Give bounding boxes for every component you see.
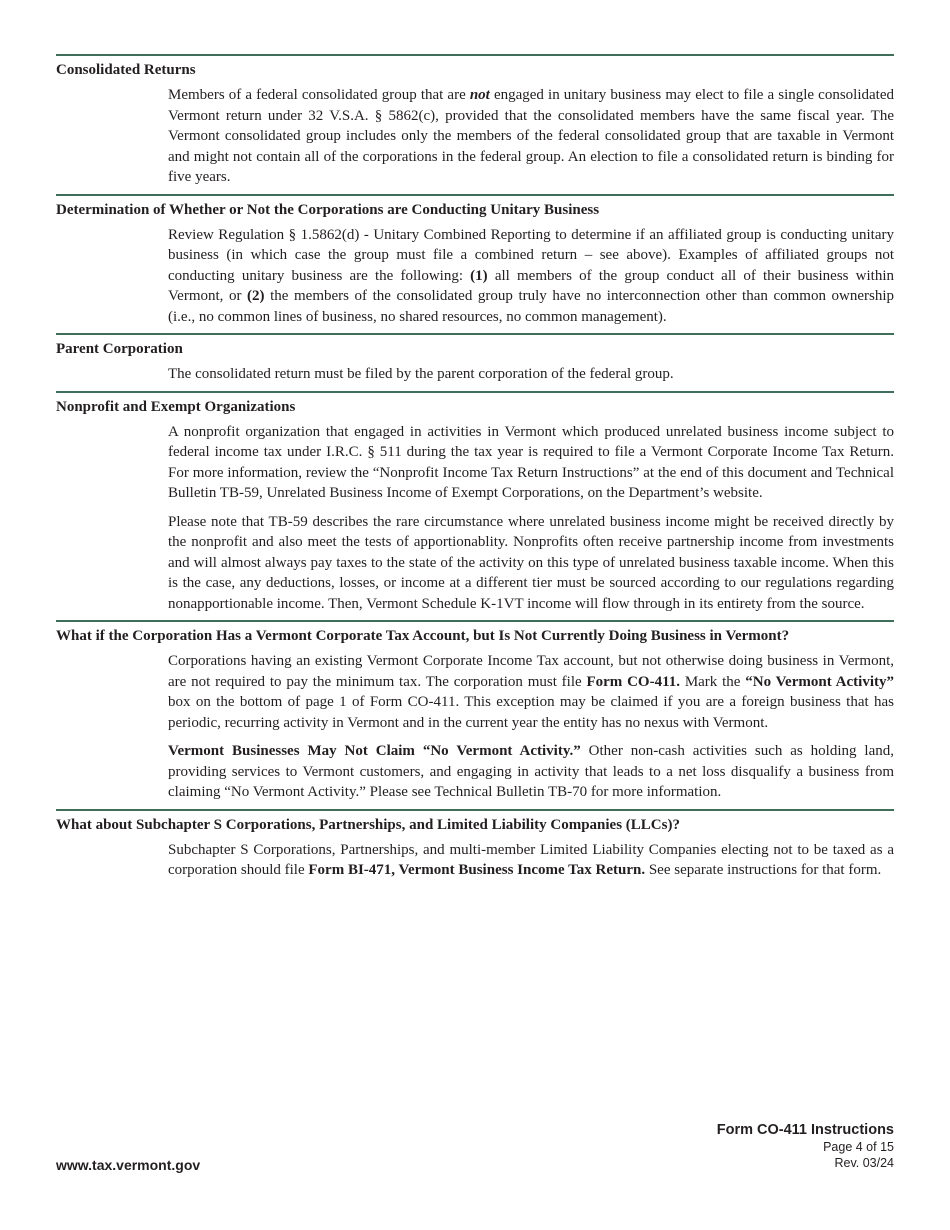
section-heading: What if the Corporation Has a Vermont Corporate Tax Account, but Is Not Currently Doing Business in Vermont? [56, 628, 790, 644]
emphasis-text: Form BI-471, Vermont Business Income Tax Return. [308, 862, 646, 878]
emphasis-text: not [469, 87, 490, 103]
section-no-vermont-activity [56, 620, 894, 803]
section-parent-corporation [56, 333, 894, 385]
section-body [168, 364, 894, 385]
paragraph [168, 512, 894, 615]
footer-form-info [717, 1121, 894, 1171]
paragraph [168, 741, 894, 803]
text-run: engaged in unitary business may elect to file a single consolidated Vermont return under 32 V.S.A. § 5862(c), provided that the consolidated members have the same fiscal year. The Vermont consolidated group includes only the members of the federal consolidated group that are taxable in Vermont and might not contain all of the corporations in the federal group. An election to file a consolidated return is binding for five years. [168, 87, 894, 185]
text-run: all members of the group conduct all of their business within Vermont, or [168, 267, 895, 304]
section-body [168, 225, 894, 328]
emphasis-text: (2) [247, 288, 265, 304]
section-heading: Consolidated Returns [56, 62, 196, 78]
paragraph [168, 422, 894, 504]
paragraph [168, 225, 894, 328]
section-consolidated-returns [56, 54, 894, 188]
section-body [168, 651, 894, 803]
text-run: box on the bottom of page 1 of Form CO-411. This exception may be claimed if you are a foreign business that has periodic, recurring activity in Vermont and in the current year the entity has no nexus with Vermont. [168, 694, 894, 731]
text-run: See separate instructions for that form. [645, 862, 882, 878]
form-title: Form CO-411 Instructions [716, 1122, 894, 1138]
emphasis-text: “No Vermont Activity” [745, 673, 894, 690]
section-body [168, 840, 894, 881]
section-heading: What about Subchapter S Corporations, Partnerships, and Limited Liability Companies (LLCs)? [56, 816, 680, 833]
emphasis-text: (1) [470, 267, 488, 284]
text-run: Members of a federal consolidated group that are [168, 87, 470, 103]
text-run: The consolidated return must be filed by the parent corporation of the federal group. [168, 366, 674, 382]
section-heading: Parent Corporation [56, 341, 183, 357]
emphasis-text: Vermont Businesses May Not Claim “No Vermont Activity.” [168, 743, 581, 759]
section-subchapter-s [56, 809, 894, 881]
instructions-page [56, 54, 894, 882]
text-run: Other non-cash activities such as holding land, providing services to Vermont customers, and engaging in activity that leads to a net loss disqualify a business from claiming “No Vermont Activity.” Please see Technical Bulletin TB-70 for more information. [168, 743, 894, 800]
text-run: A nonprofit organization that engaged in activities in Vermont which produced unrelated business income subject to federal income tax under I.R.C. § 511 during the tax year is required to file a Vermont Corporate Income Tax Return. For more information, review the “Nonprofit Income Tax Return Instructions” at the end of this document and Technical Bulletin TB-59, Unrelated Business Income of Exempt Corporations, on the Department’s website. [168, 423, 894, 501]
website-link[interactable]: www.tax.vermont.gov [56, 1157, 201, 1173]
paragraph [168, 364, 894, 385]
text-run: Subchapter S Corporations, Partnerships, and multi-member Limited Liability Companies electing not to be taxed as a corporation should file [168, 841, 894, 878]
paragraph [168, 840, 894, 881]
text-run: Mark the [680, 673, 746, 690]
page-number: Page 4 of 15 [823, 1140, 894, 1154]
text-run: Please note that TB-59 describes the rare circumstance where unrelated business income might be received directly by the nonprofit and also meet the tests of apportionablity. Nonprofits often receive partnership income from investments and will almost always pay taxes to the state of the activity on this type of unrelated business taxable income. When this is the case, any deductions, losses, or income at a different tier must be sourced according to our regulations regarding nonapportionable income. Then, Vermont Schedule K-1VT income will flow through in its entirety from the source. [168, 513, 894, 612]
section-unitary-business [56, 194, 894, 328]
paragraph [168, 85, 894, 188]
emphasis-text: Form CO-411. [586, 673, 681, 690]
text-run: the members of the consolidated group truly have no interconnection other than common ownership (i.e., no common lines of business, no shared resources, no common management). [168, 288, 894, 325]
section-nonprofit-exempt [56, 391, 894, 615]
section-heading: Determination of Whether or Not the Corporations are Conducting Unitary Business [56, 201, 600, 218]
text-run: Corporations having an existing Vermont Corporate Income Tax account, but not otherwise doing business in Vermont, are not required to pay the minimum tax. The corporation must file [168, 653, 894, 690]
section-body [168, 422, 894, 615]
text-run: Review Regulation § 1.5862(d) - Unitary Combined Reporting to determine if an affiliated group is conducting unitary business (in which case the group must file a combined return – see above). Examples of affiliated groups not conducting unitary business are the following: [168, 226, 894, 284]
section-body [168, 85, 894, 188]
paragraph [168, 651, 894, 733]
revision-date: Rev. 03/24 [834, 1156, 894, 1170]
section-heading: Nonprofit and Exempt Organizations [56, 398, 296, 415]
